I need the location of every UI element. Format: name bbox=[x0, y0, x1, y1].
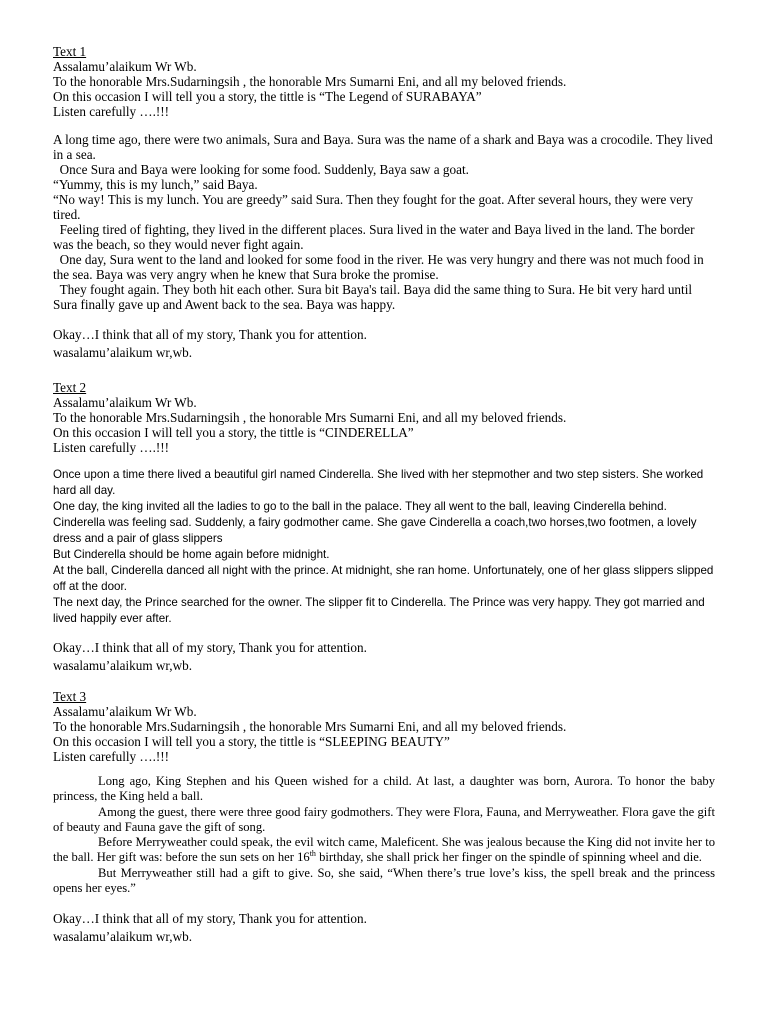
text-2-story bbox=[53, 467, 715, 627]
text-2-farewell: wasalamu’alaikum wr,wb. bbox=[53, 658, 192, 673]
text-1-listen: Listen carefully ….!!! bbox=[53, 104, 170, 119]
text-2-heading: Text 2 bbox=[53, 380, 87, 395]
text-1-paragraph: Once Sura and Baya were looking for some food. Suddenly, Baya saw a goat. bbox=[53, 162, 469, 177]
text-1-address: To the honorable Mrs.Sudarningsih , the honorable Mrs Sumarni Eni, and all my beloved friends. bbox=[53, 74, 567, 89]
text-1-story bbox=[53, 132, 715, 312]
text-1-closing-block bbox=[53, 326, 715, 362]
text-2-closing: Okay…I think that all of my story, Thank you for attention. bbox=[53, 640, 367, 655]
text-3-greeting: Assalamu’alaikum Wr Wb. bbox=[53, 704, 197, 719]
text-2-paragraph: But Cinderella should be home again before midnight. bbox=[53, 548, 330, 561]
text-3-paragraph: Among the guest, there were three good fairy godmothers. They were Flora, Fauna, and Merryweather. Flora gave the gift of beauty and Fauna gave the gift of song. bbox=[53, 804, 715, 834]
text-3-heading: Text 3 bbox=[53, 689, 87, 704]
text-1-paragraph: A long time ago, there were two animals, Sura and Baya. Sura was the name of a shark and Baya was a crocodile. They lived in a sea. bbox=[53, 132, 716, 162]
text-2-paragraph: At the ball, Cinderella danced all night with the prince. At midnight, she ran home. Unfortunately, one of her glass slippers slipped off at the door. bbox=[53, 564, 714, 593]
text-1-intro: On this occasion I will tell you a story, the tittle is “The Legend of SURABAYA” bbox=[53, 89, 482, 104]
text-2-closing-block bbox=[53, 639, 715, 675]
text-3-address: To the honorable Mrs.Sudarningsih , the honorable Mrs Sumarni Eni, and all my beloved friends. bbox=[53, 719, 567, 734]
text-2-listen: Listen carefully ….!!! bbox=[53, 440, 170, 455]
text-1-section bbox=[53, 44, 715, 362]
text-3-paragraph-part: birthday, she shall prick her finger on the spindle of spinning wheel and die. bbox=[315, 850, 702, 865]
text-1-paragraph: “Yummy, this is my lunch,” said Baya. bbox=[53, 177, 258, 192]
text-2-paragraph: Once upon a time there lived a beautiful girl named Cinderella. She lived with her stepmother and two step sisters. She worked hard all day. bbox=[53, 468, 704, 497]
text-3-section bbox=[53, 689, 715, 946]
text-3-story bbox=[53, 774, 715, 896]
text-2-paragraph: One day, the king invited all the ladies to go to the ball in the palace. They all went to the ball, leaving Cinderella behind. Cinderella was feeling sad. Suddenly, a fairy godmother came. She gave Cinderella a coach,two horses,two footmen, a lovely dress and a pair of glass slippers bbox=[53, 500, 697, 545]
text-3-listen: Listen carefully ….!!! bbox=[53, 749, 170, 764]
text-1-paragraph: Feeling tired of fighting, they lived in the different places. Sura lived in the water and Baya lived in the land. The border was the beach, so they would never fight again. bbox=[53, 222, 698, 252]
text-2-greeting: Assalamu’alaikum Wr Wb. bbox=[53, 395, 197, 410]
text-1-farewell: wasalamu’alaikum wr,wb. bbox=[53, 345, 192, 360]
text-3-paragraph bbox=[53, 835, 715, 866]
ordinal-suffix: th bbox=[309, 849, 316, 859]
text-3-paragraph-part: Before Merryweather could speak, the evil witch came, Maleficent. She was jealous because the King did not invite her to the ball. Her gift was: before the sun sets on her 16 bbox=[53, 835, 715, 865]
text-2-section bbox=[53, 380, 715, 675]
text-3-paragraph: Long ago, King Stephen and his Queen wished for a child. At last, a daughter was born, Aurora. To honor the baby princess, the King held a ball. bbox=[53, 774, 715, 804]
text-1-paragraph: One day, Sura went to the land and looked for some food in the river. He was very hungry and there was not much food in the sea. Baya was very angry when he knew that Sura broke the promise. bbox=[53, 252, 707, 282]
text-1-paragraph: “No way! This is my lunch. You are greedy” said Sura. Then they fought for the goat. After several hours, they were very tired. bbox=[53, 192, 697, 222]
text-1-greeting: Assalamu’alaikum Wr Wb. bbox=[53, 59, 197, 74]
text-3-intro: On this occasion I will tell you a story, the tittle is “SLEEPING BEAUTY” bbox=[53, 734, 450, 749]
text-1-heading: Text 1 bbox=[53, 44, 87, 59]
text-1-paragraph: They fought again. They both hit each other. Sura bit Baya's tail. Baya did the same thing to Sura. He bit very hard until Sura finally gave up and Awent back to the sea. Baya was happy. bbox=[53, 282, 696, 312]
text-3-farewell: wasalamu’alaikum wr,wb. bbox=[53, 929, 192, 945]
text-3-closing-block bbox=[53, 910, 715, 946]
text-1-closing: Okay…I think that all of my story, Thank you for attention. bbox=[53, 327, 367, 342]
text-3-closing: Okay…I think that all of my story, Thank you for attention. bbox=[53, 911, 367, 927]
text-3-paragraph: But Merryweather still had a gift to give. So, she said, “When there’s true love’s kiss, the spell break and the princess opens her eyes.” bbox=[53, 865, 715, 896]
text-2-paragraph: The next day, the Prince searched for the owner. The slipper fit to Cinderella. The Prince was very happy. They got married and lived happily ever after. bbox=[53, 596, 705, 625]
text-2-address: To the honorable Mrs.Sudarningsih , the honorable Mrs Sumarni Eni, and all my beloved friends. bbox=[53, 410, 567, 425]
text-2-intro: On this occasion I will tell you a story, the tittle is “CINDERELLA” bbox=[53, 425, 414, 440]
